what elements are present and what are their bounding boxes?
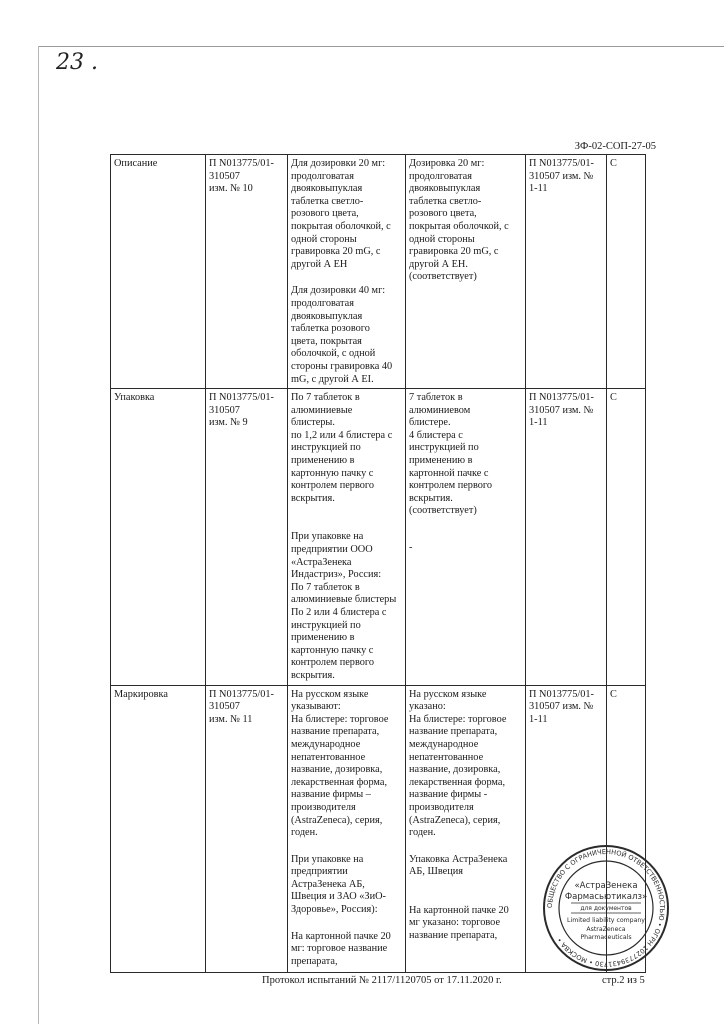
stamp-line: Pharmaceuticals [580,934,632,941]
reference-text: П N013775/01- 310507 изм. № 11 [209,688,274,725]
handwritten-page-number: 23 . [56,50,98,75]
section-cell [111,155,206,389]
method-text: П N013775/01- 310507 изм. № 1-11 [529,392,594,429]
actual-text: Упаковка АстраЗенека АБ, Швеция [409,853,508,878]
reference-text: П N013775/01- 310507 изм. № 10 [209,158,274,195]
reference-cell [206,389,288,685]
section-name: Упаковка [114,392,155,404]
result-cell [607,155,646,389]
page-top-edge-line [38,46,724,47]
company-seal-stamp [541,843,671,973]
actual-dash: - [409,542,413,554]
result-text: С [610,158,617,169]
reference-cell [206,685,288,972]
result-text: С [610,688,617,700]
approved-text: На картонной пачке 20 мг: торговое название препарата, [291,930,391,967]
method-cell [526,155,607,389]
approved-text: Для дозировки 40 мг: продолговатая двояковыпуклая таблетка розового цвета, покрытая оболочкой, с одной стороны гравировка 40 mG, с другой А ЕI. [291,285,393,385]
table-row [111,389,646,685]
section-name: Маркировка [114,688,168,700]
result-text: С [610,392,617,404]
reference-cell [206,155,288,389]
approved-spec-cell [288,155,406,389]
method-text: П N013775/01- 310507 изм. № 1-11 [529,158,594,195]
actual-text: На картонной пачке 20 мг указано: торговое название препарата, [409,904,509,942]
approved-text: По 7 таблеток в алюминиевые блистеры. по 1,2 или 4 блистера с инструкцией по применению в картонную пачку с контролем первого вскрытия. [291,392,393,504]
approved-text: При упаковке на предприятии АстраЗенека АБ, Швеция и ЗАО «ЗиО- Здоровье», Россия): [291,853,386,916]
approved-text: Для дозировки 20 мг: продолговатая двояковыпуклая таблетка светло- розового цвета, покрытая оболочкой, с одной стороны гравировка 20 mG, с другой А ЕН [291,158,391,270]
actual-result-cell [406,155,526,389]
stamp-line: Фармасьютикалз» [564,892,648,902]
actual-result-cell [406,685,526,972]
section-cell [111,685,206,972]
actual-text: 7 таблеток в алюминиевом блистере. 4 блистера с инструкцией по применению в картонной пачке с контролем первого вскрытия. (соответствует) [409,392,493,517]
section-cell [111,389,206,685]
stamp-line: «АстраЗенека [574,881,638,891]
protocol-footer: Протокол испытаний № 2117/1120705 от 17.11.2020 г. [262,975,502,986]
section-name: Описание [114,158,158,169]
reference-text: П N013775/01- 310507 изм. № 9 [209,392,274,429]
approved-spec-cell [288,685,406,972]
table-row [111,155,646,389]
approved-text: При упаковке на предприятии ООО «АстраЗенека Индастриз», Россия: По 7 таблеток в алюминиевые блистеры По 2 или 4 блистера с инструкцией по применению в картонную пачку с контролем первого вскрытия. [291,531,397,681]
method-text: П N013775/01- 310507 изм. № 1-11 [529,688,594,725]
page-left-edge-line [38,46,39,1024]
document-code: ЗФ-02-СОП-27-05 [574,141,656,152]
approved-text: На русском языке указывают: На блистере: торговое название препарата, международное непатентованное название, дозировка, лекарственная форма, название фирмы – производителя (AstraZeneca), серия, годен. [291,688,389,839]
stamp-ring-text: ОБЩЕСТВО С ОГРАНИЧЕННОЙ ОТВЕТСТВЕННОСТЬЮ • ОГРН 1027739431730 • МОСКВА • [545,847,667,969]
stamp-line: AstraZeneca [586,926,626,933]
actual-text: На русском языке указано: На блистере: торговое название препарата, международное непатентованное название, дозировка, лекарственная форма, название фирмы - производителя (AstraZeneca), серия, годен. [409,688,507,839]
page-number: стр.2 из 5 [602,975,645,986]
stamp-line: для документов [580,905,632,912]
result-cell [607,389,646,685]
approved-spec-cell [288,389,406,685]
stamp-line: Limited liability company [567,917,645,924]
method-cell [526,389,607,685]
actual-result-cell [406,389,526,685]
actual-text: Дозировка 20 мг: продолговатая двояковыпуклая таблетка светло- розового цвета, покрытая оболочкой, с одной стороны гравировка 20 mG, с другой А ЕН. (соответствует) [409,158,509,283]
